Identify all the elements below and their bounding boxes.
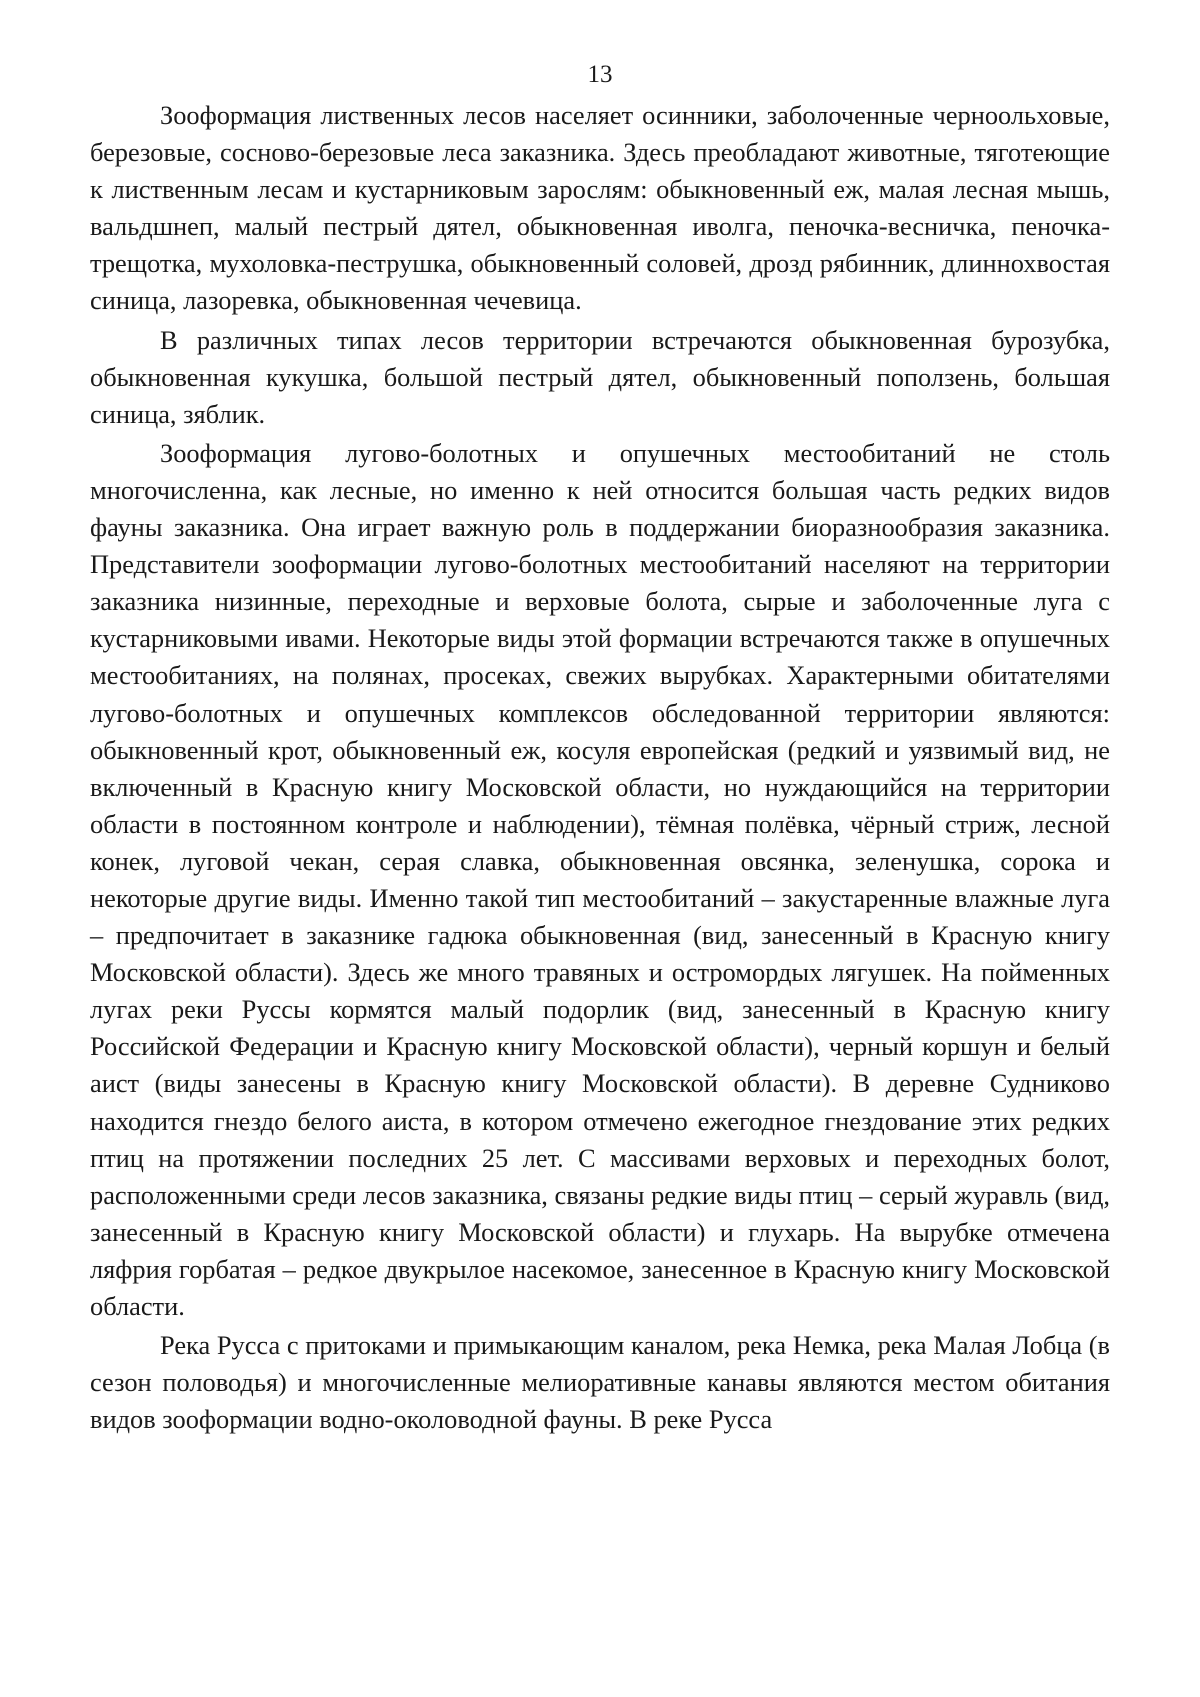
paragraph-rivers-aquatic-fauna: Река Русса с притоками и примыкающим каналом, река Немка, река Малая Лобца (в сезон половодья) и многочисленные мелиоративные канавы являются местом обитания видов зооформации водно-околоводной фауны. В реке Русса <box>90 1330 1110 1435</box>
page-number: 13 <box>587 61 613 88</box>
paragraph-forest-types: В различных типах лесов территории встречаются обыкновенная бурозубка, обыкновенная кукушка, большой пестрый дятел, обыкновенный поползень, большая синица, зяблик. <box>90 324 1110 429</box>
paragraph-deciduous-forest-zooformation: Зооформация лиственных лесов населяет осинники, заболоченные черноольховые, березовые, сосново-березовые леса заказника. Здесь преобладают животные, тяготеющие к лиственным лесам и кустарниковым зарослям: обыкновенный еж, малая лесная мышь, вальдшнеп, малый пестрый дятел, обыкновенная иволга, пеночка-весничка, пеночка-трещотка, мухоловка-пеструшка, обыкновенный соловей, дрозд рябинник, длиннохвостая синица, лазоревка, обыкновенная чечевица. <box>90 100 1110 316</box>
body-text <box>90 97 1110 1438</box>
paragraph-meadow-bog-zooformation: Зооформация лугово-болотных и опушечных местообитаний не столь многочисленна, как лесные, но именно к ней относится большая часть редких видов фауны заказника. Она играет важную роль в поддержании биоразнообразия заказника. Представители зооформации лугово-болотных местообитаний населяют на территории заказника низинные, переходные и верховые болота, сырые и заболоченные луга с кустарниковыми ивами. Некоторые виды этой формации встречаются также в опушечных местообитаниях, на полянах, просеках, свежих вырубках. Характерными обитателями лугово-болотных и опушечных комплексов обследованной территории являются: обыкновенный крот, обыкновенный еж, косуля европейская (редкий и уязвимый вид, не включенный в Красную книгу Московской области, но нуждающийся на территории области в постоянном контроле и наблюдении), тёмная полёвка, чёрный стриж, лесной конек, луговой чекан, серая славка, обыкновенная овсянка, зеленушка, сорока и некоторые другие виды. Именно такой тип местообитаний – закустаренные влажные луга – предпочитает в заказнике гадюка обыкновенная (вид, занесенный в Красную книгу Московской области). Здесь же много травяных и остромордых лягушек. На пойменных лугах реки Руссы кормятся малый подорлик (вид, занесенный в Красную книгу Российской Федерации и Красную книгу Московской области), черный коршун и белый аист (виды занесены в Красную книгу Московской области). В деревне Судниково находится гнездо белого аиста, в котором отмечено ежегодное гнездование этих редких птиц на протяжении последних 25 лет. С массивами верховых и переходных болот, расположенными среди лесов заказника, связаны редкие виды птиц – серый журавль (вид, занесенный в Красную книгу Московской области) и глухарь. На вырубке отмечена ляфрия горбатая – редкое двукрылое насекомое, занесенное в Красную книгу Московской области. <box>90 437 1110 1321</box>
